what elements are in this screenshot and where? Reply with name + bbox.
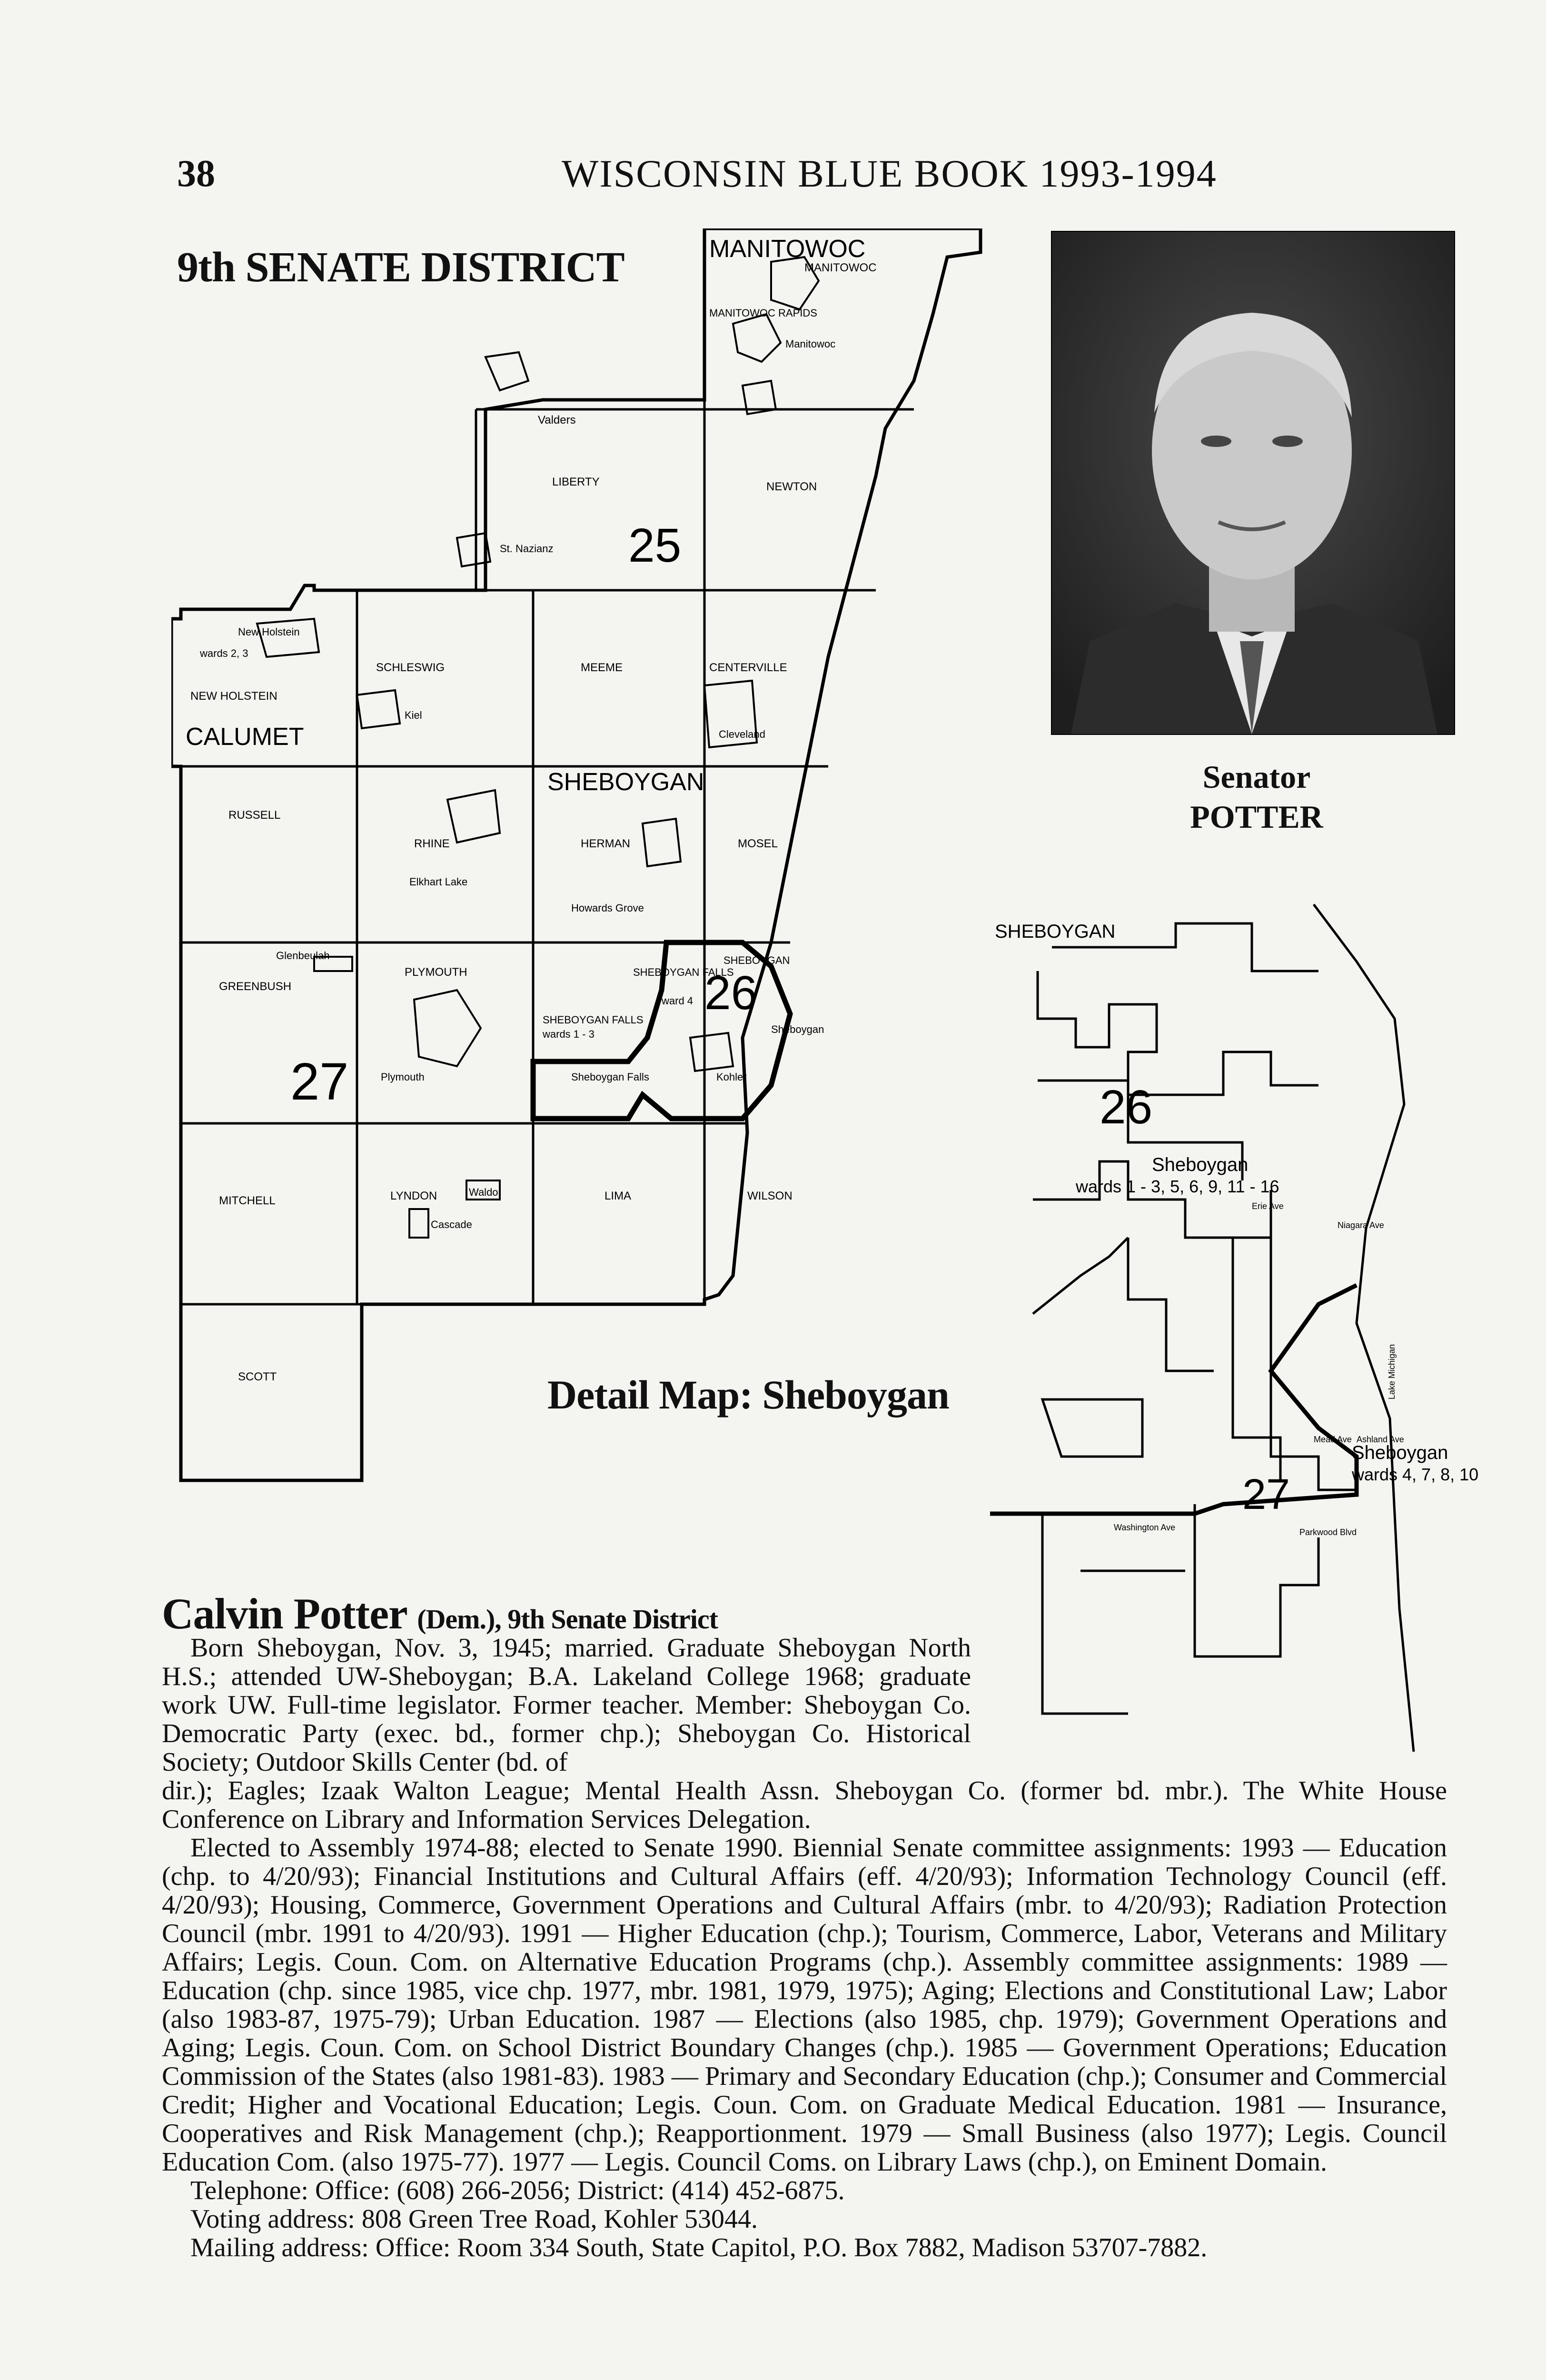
detail-wards-a-name: Sheboygan xyxy=(1152,1154,1249,1175)
label-schleswig: SCHLESWIG xyxy=(376,661,445,674)
county-manitowoc: MANITOWOC xyxy=(709,235,866,263)
label-sheboygan-city: Sheboygan xyxy=(771,1023,824,1035)
caption-name: POTTER xyxy=(1190,799,1323,835)
label-wilson: WILSON xyxy=(747,1190,793,1202)
label-cascade: Cascade xyxy=(431,1219,472,1230)
label-liberty: LIBERTY xyxy=(552,476,600,488)
detail-street-ashland: Ashland Ave xyxy=(1357,1435,1404,1444)
county-calumet: CALUMET xyxy=(186,723,304,751)
label-sheboygan-falls-wards: wards 1 - 3 xyxy=(543,1028,595,1040)
detail-street-niagara: Niagara Ave xyxy=(1338,1220,1384,1230)
bio-heading xyxy=(162,1589,1447,1638)
district-number-26: 26 xyxy=(704,966,758,1020)
label-kohler: Kohler xyxy=(716,1071,747,1083)
label-howards-grove: Howards Grove xyxy=(571,902,644,914)
label-manitowoc-city: MANITOWOC xyxy=(804,261,877,274)
book-title: WISCONSIN BLUE BOOK 1993-1994 xyxy=(562,152,1217,195)
bio-paragraph-background: Born Sheboygan, Nov. 3, 1945; married. Graduate Sheboygan North H.S.; attended UW-Sheboygan; B.A. Lakeland College 1968; graduate work UW. Full-time legislator. Former teacher. Member: Sheboygan Co. Democratic Party (exec. bd., former chp.); Sheboygan Co. Historical Society; Outdoor Skills Center (bd. of xyxy=(162,1633,971,1777)
label-st-nazianz: St. Nazianz xyxy=(500,543,554,555)
detail-district-26: 26 xyxy=(1100,1081,1153,1134)
detail-map-title: Detail Map: Sheboygan xyxy=(547,1372,949,1418)
label-lyndon: LYNDON xyxy=(390,1190,437,1202)
label-sheboygan-falls-ward: ward 4 xyxy=(662,995,694,1007)
district-number-27: 27 xyxy=(290,1052,349,1111)
county-sheboygan: SHEBOYGAN xyxy=(547,768,704,796)
label-waldo: Waldo xyxy=(469,1186,498,1198)
detail-street-mead: Mead Ave xyxy=(1314,1435,1352,1444)
detail-wards-a: wards 1 - 3, 5, 6, 9, 11 - 16 xyxy=(1076,1177,1279,1196)
detail-lake-michigan: Lake Michigan xyxy=(1387,1344,1397,1399)
detail-wards-b: wards 4, 7, 8, 10 xyxy=(1352,1465,1479,1484)
label-sheboygan-falls-city: SHEBOYGAN FALLS xyxy=(633,966,734,978)
label-sheboygan-falls-small: Sheboygan Falls xyxy=(571,1071,649,1083)
district-number-25: 25 xyxy=(628,519,682,572)
label-manitowoc-town: Manitowoc xyxy=(785,338,836,350)
label-newton: NEWTON xyxy=(766,480,817,493)
label-glenbeulah: Glenbeulah xyxy=(276,950,330,962)
label-greenbush: GREENBUSH xyxy=(219,980,292,993)
label-plymouth-city: Plymouth xyxy=(381,1071,425,1083)
label-mosel: MOSEL xyxy=(738,837,778,850)
label-elkhart-lake: Elkhart Lake xyxy=(409,876,468,888)
label-russell: RUSSELL xyxy=(228,809,281,822)
label-meeme: MEEME xyxy=(581,661,623,674)
detail-street-parkwood: Parkwood Blvd xyxy=(1299,1527,1357,1537)
photo-caption xyxy=(1152,757,1361,837)
district-title: 9th SENATE DISTRICT xyxy=(177,244,624,291)
bio-paragraph-committees: Elected to Assembly 1974-88; elected to Senate 1990. Biennial Senate committee assignments: 1993 — Education (chp. to 4/20/93); Financial Institutions and Cultural Affairs (eff. 4/20/93); Information Technology Council (eff. 4/20/93); Housing, Commerce, Government Operations and Cultural Affairs (mbr. to 4/20/93); Radiation Protection Council (mbr. 1991 to 4/20/93). 1991 — Higher Education (chp.); Tourism, Commerce, Labor, Veterans and Military Affairs; Legis. Coun. Com. on Alternative Education Programs (chp.). Assembly committee assignments: 1989 — Education (chp. since 1985, vice chp. 1977, mbr. 1981, 1979, 1975); Aging; Elections and Constitutional Law; Labor (also 1983-87, 1975-79); Urban Education. 1987 — Elections (also 1985, chp. 1979); Government Operations and Aging; Legis. Coun. Com. on School District Boundary Changes (chp.). 1985 — Government Operations; Education Commission of the States (also 1981-83). 1983 — Primary and Secondary Education (chp.); Consumer and Commercial Credit; Higher and Vocational Education; Legis. Coun. Com. on Graduate Medical Education. 1981 — Insurance, Cooperatives and Risk Management (chp.); Reapportionment. 1979 — Small Business (also 1977); Legis. Council Education Com. (also 1975-77). 1977 — Legis. Council Coms. on Library Laws (chp.), on Eminent Domain. xyxy=(162,1833,1447,2177)
district-map xyxy=(171,228,1019,1485)
label-new-holstein-wards: wards 2, 3 xyxy=(200,647,248,659)
label-scott: SCOTT xyxy=(238,1370,277,1383)
bio-party-district: (Dem.), 9th Senate District xyxy=(417,1604,718,1635)
district-outline xyxy=(171,228,981,1480)
caption-title: Senator xyxy=(1202,759,1311,795)
detail-district-27: 27 xyxy=(1242,1471,1290,1518)
detail-street-erie: Erie Ave xyxy=(1252,1201,1284,1211)
label-valders: Valders xyxy=(538,414,576,426)
bio-telephone: Telephone: Office: (608) 266-2056; District: (414) 452-6875. xyxy=(190,2176,845,2205)
label-centerville: CENTERVILLE xyxy=(709,661,787,674)
label-kiel: Kiel xyxy=(405,709,422,721)
biography xyxy=(162,1589,1447,2262)
bio-mailing-address: Mailing address: Office: Room 334 South, State Capitol, P.O. Box 7882, Madison 53707-7882. xyxy=(190,2233,1208,2262)
label-mitchell: MITCHELL xyxy=(219,1194,276,1207)
bio-voting-address: Voting address: 808 Green Tree Road, Kohler 53044. xyxy=(190,2204,758,2234)
detail-wards-b-name: Sheboygan xyxy=(1352,1442,1448,1463)
label-rhine: RHINE xyxy=(414,837,450,850)
label-lima: LIMA xyxy=(605,1190,632,1202)
label-plymouth-town: PLYMOUTH xyxy=(405,966,467,979)
detail-label-sheboygan: SHEBOYGAN xyxy=(995,921,1116,942)
page-number: 38 xyxy=(177,153,215,195)
label-herman: HERMAN xyxy=(581,837,631,850)
bio-paragraph-background-cont: dir.); Eagles; Izaak Walton League; Mental Health Assn. Sheboygan Co. (former bd. mbr.). The White House Conference on Library and Information Services Delegation. xyxy=(162,1776,1447,1834)
label-sheboygan-falls-town: SHEBOYGAN FALLS xyxy=(543,1014,644,1026)
label-cleveland: Cleveland xyxy=(719,728,765,740)
label-new-holstein: NEW HOLSTEIN xyxy=(190,690,277,703)
label-sheboygan-town: SHEBOYGAN xyxy=(723,954,790,966)
bio-name: Calvin Potter xyxy=(162,1589,407,1638)
senator-photo xyxy=(1051,231,1455,735)
detail-street-washington: Washington Ave xyxy=(1114,1523,1176,1532)
label-new-holstein-city: New Holstein xyxy=(238,626,300,638)
label-manitowoc-rapids: MANITOWOC RAPIDS xyxy=(709,307,817,319)
